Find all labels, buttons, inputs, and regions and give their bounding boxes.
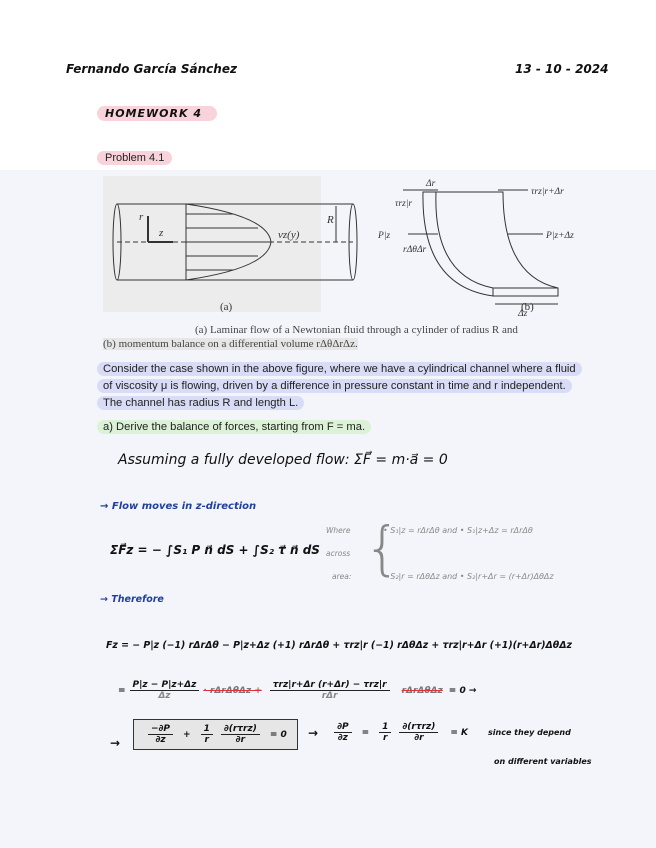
where-label: Where	[326, 526, 351, 535]
numerator: τrz|r+Δr (r+Δr) − τrz|r	[270, 680, 390, 691]
one-over-r	[201, 724, 213, 745]
boxed-result	[133, 719, 298, 750]
date: 13 - 10 - 2024	[515, 62, 609, 76]
denominator: ∂r	[235, 735, 246, 745]
fig-a-label: (a)	[220, 301, 233, 313]
fig-b-dr: Δr	[426, 179, 436, 189]
constant-equation	[308, 722, 571, 743]
denominator: ∂z	[155, 735, 166, 745]
equals-constant: = K	[450, 727, 469, 738]
fig-b-pzdz: P|z+Δz	[546, 231, 574, 241]
pressure-fraction	[130, 680, 200, 701]
brace: {	[364, 514, 401, 582]
one-over-r	[379, 722, 391, 743]
statement-line2: of viscosity μ is flowing, driven by a difference in pressure constant in time and r independent.	[97, 379, 572, 393]
figure-caption-line2: (b) momentum balance on a differential volume rΔθΔrΔz.	[103, 338, 358, 350]
since-note: since they depend	[488, 728, 571, 737]
stress-derivative	[221, 724, 260, 745]
fig-a-velocity: vz(y)	[278, 229, 300, 241]
denominator: ∂z	[337, 733, 348, 743]
denominator: r	[383, 733, 388, 743]
numerator: ∂P	[334, 722, 352, 733]
stress-derivative	[399, 722, 438, 743]
author-name: Fernando García Sánchez	[66, 62, 237, 76]
s2-areas: • S₂|r = rΔθΔz and • S₂|r+Δr = (r+Δr)ΔθΔz	[383, 572, 554, 581]
numerator: ∂(rτrz)	[399, 722, 438, 733]
equals-zero: = 0 →	[448, 685, 477, 696]
cancelled-term: · rΔrΔθΔz +	[203, 685, 262, 696]
flow-direction: → Flow moves in z-direction	[100, 501, 257, 512]
statement-line3: The channel has radius R and length L.	[97, 396, 304, 410]
since-note-line2: on different variables	[494, 757, 592, 766]
figure-a-background	[103, 176, 321, 312]
assumption: Assuming a fully developed flow: ΣF⃗ = m·a⃗ = 0	[118, 452, 448, 468]
equals-zero: = 0	[269, 729, 287, 740]
dp-dz-fraction	[334, 722, 352, 743]
sum-forces-equation: ΣF⃗z = − ∫S₁ P n⃗ dS + ∫S₂ τ⃗ n⃗ dS	[110, 543, 320, 557]
fig-a-z: z	[159, 227, 164, 239]
arrow-icon: →	[308, 725, 319, 740]
fig-b-label: (b)	[521, 301, 534, 313]
fig-a-r: r	[139, 211, 144, 223]
denominator: ∂r	[414, 733, 424, 743]
simplified-equation	[118, 680, 476, 701]
plus: +	[183, 729, 191, 740]
fig-b-tau-top: τrz|r+Δr	[531, 187, 564, 197]
figure-caption-line1: (a) Laminar flow of a Newtonian fluid through a cylinder of radius R and	[195, 324, 518, 336]
cancelled-term: rΔrΔθΔz	[401, 685, 443, 696]
denominator: rΔr	[321, 691, 338, 701]
numerator: 1	[379, 722, 391, 733]
problem-label: Problem 4.1	[97, 151, 172, 165]
equals: =	[361, 727, 370, 738]
numerator: P|z − P|z+Δz	[130, 680, 200, 691]
fig-b-tau-r: τrz|r	[395, 199, 413, 209]
fig-b-dz: Δz	[518, 309, 528, 319]
numerator: −∂P	[148, 724, 173, 735]
question-a: a) Derive the balance of forces, starting from F = ma.	[97, 420, 371, 434]
arrow-icon: →	[110, 736, 121, 750]
problem-figure	[103, 176, 574, 319]
numerator: 1	[201, 724, 213, 735]
fig-a-radius: R	[327, 214, 334, 226]
fz-expansion: Fz = − P|z (−1) rΔrΔθ − P|z+Δz (+1) rΔrΔθ + τrz|r (−1) rΔθΔz + τrz|r+Δr (+1)(r+Δr)ΔθΔz	[106, 640, 572, 651]
denominator: r	[204, 735, 209, 745]
eq-sign: =	[118, 685, 126, 696]
dp-dz-fraction	[148, 724, 173, 745]
stress-fraction	[270, 680, 390, 701]
fig-b-area: rΔθΔr	[403, 245, 427, 255]
statement-line1: Consider the case shown in the above figure, where we have a cylindrical channel where a fluid	[97, 362, 582, 376]
differential-element	[403, 190, 558, 304]
s1-areas: • S₁|z = rΔrΔθ and • S₁|z+Δz = rΔrΔθ	[383, 526, 533, 535]
homework-title: HOMEWORK 4	[97, 106, 217, 121]
area-label: area:	[332, 572, 352, 581]
therefore: → Therefore	[100, 594, 164, 605]
denominator: Δz	[158, 691, 171, 701]
fig-b-pz: P|z	[378, 231, 391, 241]
numerator: ∂(rτrz)	[221, 724, 260, 735]
across-label: across	[326, 549, 351, 558]
